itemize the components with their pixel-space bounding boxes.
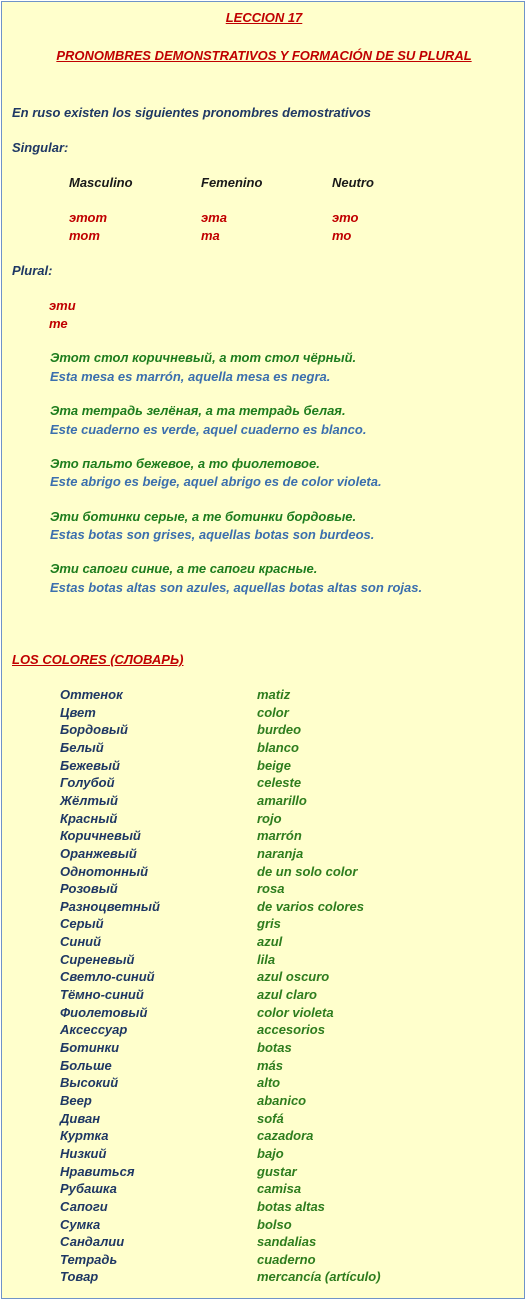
vocab-russian-word: Оранжевый <box>60 845 137 861</box>
pronoun-neut-near: это <box>332 210 359 225</box>
vocab-row <box>2 827 526 845</box>
vocab-row <box>2 1180 526 1198</box>
vocab-row <box>2 757 526 775</box>
vocab-row <box>2 951 526 969</box>
vocab-row <box>2 1251 526 1269</box>
vocab-russian-word: Жёлтый <box>60 792 118 808</box>
example-es: Estas botas son grises, aquellas botas son burdeos. <box>50 527 375 542</box>
example-es: Esta mesa es marrón, aquella mesa es negra. <box>50 369 331 384</box>
vocab-spanish-word: accesorios <box>257 1022 325 1038</box>
vocab-spanish-word: abanico <box>257 1092 307 1108</box>
vocab-row <box>2 933 526 951</box>
vocab-spanish-word: blanco <box>257 739 299 755</box>
pronoun-neut-far: то <box>332 228 352 243</box>
pronoun-masc-near: этот <box>69 210 108 225</box>
plural-near: эти <box>49 298 76 313</box>
vocab-spanish-word: celeste <box>257 775 302 791</box>
vocab-spanish-word: amarillo <box>257 792 307 808</box>
vocab-row <box>2 1163 526 1181</box>
vocab-spanish-word: sandalias <box>257 1234 317 1250</box>
vocab-row <box>2 774 526 792</box>
vocab-spanish-word: naranja <box>257 845 304 861</box>
vocab-spanish-word: botas <box>257 1040 292 1055</box>
vocab-spanish-word: de varios colores <box>257 898 364 914</box>
vocab-russian-word: Больше <box>60 1057 112 1073</box>
vocab-spanish-word: beige <box>257 757 291 773</box>
vocab-russian-word: Тёмно-синий <box>60 987 144 1003</box>
vocab-russian-word: Сапоги <box>60 1198 108 1214</box>
vocab-row <box>2 792 526 810</box>
vocab-row <box>2 880 526 898</box>
vocab-russian-word: Розовый <box>60 881 118 897</box>
example-ru: Эти сапоги синие, а те сапоги красные. <box>50 561 318 576</box>
vocab-spanish-word: rosa <box>257 881 285 897</box>
vocab-spanish-word: color violeta <box>257 1004 334 1020</box>
vocab-spanish-word: botas altas <box>257 1198 325 1214</box>
vocab-russian-word: Низкий <box>60 1145 107 1161</box>
vocab-row <box>2 915 526 933</box>
vocab-spanish-word: burdeo <box>257 722 302 738</box>
vocab-russian-word: Диван <box>60 1110 101 1126</box>
example-ru: Эти ботинки серые, а те ботинки бордовые. <box>50 509 357 524</box>
vocab-russian-word: Высокий <box>60 1075 119 1091</box>
vocab-row <box>2 986 526 1004</box>
vocab-russian-word: Оттенок <box>60 687 123 702</box>
pronoun-fem-near: эта <box>201 210 227 225</box>
vocab-row <box>2 704 526 722</box>
vocab-russian-word: Нравиться <box>60 1163 135 1179</box>
vocab-russian-word: Цвет <box>60 704 96 720</box>
vocab-spanish-word: lila <box>257 951 276 967</box>
singular-label: Singular: <box>12 140 69 155</box>
vocab-row <box>2 721 526 739</box>
vocab-russian-word: Синий <box>60 934 102 950</box>
lesson-panel <box>1 1 525 1299</box>
example-ru: Эта тетрадь зелёная, а та тетрадь белая. <box>50 403 346 418</box>
vocab-row <box>2 863 526 881</box>
vocab-row <box>2 1110 526 1128</box>
vocab-russian-word: Товар <box>60 1269 99 1285</box>
vocab-row <box>2 1074 526 1092</box>
vocab-russian-word: Рубашка <box>60 1181 117 1197</box>
vocab-spanish-word: color <box>257 704 289 720</box>
header-masculine: Masculino <box>69 175 133 190</box>
vocab-spanish-word: gustar <box>257 1163 297 1179</box>
vocab-spanish-word: rojo <box>257 810 282 826</box>
vocab-row <box>2 898 526 916</box>
example-ru: Этот стол коричневый, а тот стол чёрный. <box>50 350 357 365</box>
intro-text: En ruso existen los siguientes pronombres demostrativos <box>12 105 372 120</box>
vocab-russian-word: Бордовый <box>60 722 128 738</box>
vocab-row <box>2 1268 526 1286</box>
vocab-russian-word: Коричневый <box>60 828 141 844</box>
vocab-spanish-word: sofá <box>257 1110 284 1126</box>
vocab-row <box>2 1004 526 1022</box>
vocab-row <box>2 845 526 863</box>
vocab-row <box>2 1039 526 1057</box>
vocab-spanish-word: más <box>257 1057 284 1073</box>
vocab-spanish-word: camisa <box>257 1181 302 1197</box>
vocab-row <box>2 1021 526 1039</box>
vocab-row <box>2 686 526 704</box>
example-es: Este cuaderno es verde, aquel cuaderno es blanco. <box>50 422 367 437</box>
vocab-russian-word: Разноцветный <box>60 898 160 914</box>
vocab-russian-word: Веер <box>60 1092 92 1108</box>
vocab-title: LOS COLORES (СЛОВАРЬ) <box>12 652 184 667</box>
vocab-spanish-word: de un solo color <box>257 863 358 879</box>
vocab-row <box>2 1127 526 1145</box>
example-es: Este abrigo es beige, aquel abrigo es de color violeta. <box>50 474 382 489</box>
vocab-row <box>2 1216 526 1234</box>
vocab-russian-word: Голубой <box>60 775 115 791</box>
vocab-spanish-word: marrón <box>257 828 302 844</box>
lesson-title: LECCION 17 <box>225 10 303 25</box>
vocab-spanish-word: azul claro <box>257 987 317 1003</box>
vocab-spanish-word: alto <box>257 1075 281 1091</box>
vocab-row <box>2 1092 526 1110</box>
vocab-spanish-word: gris <box>257 916 281 932</box>
vocab-russian-word: Сумка <box>60 1216 101 1232</box>
vocab-russian-word: Сиреневый <box>60 951 135 967</box>
vocab-spanish-word: cazadora <box>257 1128 314 1144</box>
header-neuter: Neutro <box>332 175 374 190</box>
vocab-spanish-word: azul <box>257 934 283 950</box>
vocab-spanish-word: bajo <box>257 1145 284 1161</box>
example-ru: Это пальто бежевое, а то фиолетовое. <box>50 456 320 471</box>
pronoun-fem-far: та <box>201 228 220 243</box>
plural-far: те <box>49 316 68 331</box>
vocab-russian-word: Сандалии <box>60 1234 125 1250</box>
vocab-russian-word: Белый <box>60 739 104 755</box>
vocab-russian-word: Фиолетовый <box>60 1004 148 1020</box>
vocab-spanish-word: azul oscuro <box>257 969 330 985</box>
pronoun-masc-far: тот <box>69 228 100 243</box>
vocab-row <box>2 739 526 757</box>
vocab-row <box>2 1233 526 1251</box>
vocab-russian-word: Светло-синий <box>60 969 155 985</box>
vocab-russian-word: Однотонный <box>60 863 149 879</box>
vocab-spanish-word: mercancía (artículo) <box>257 1269 381 1285</box>
example-es: Estas botas altas son azules, aquellas botas altas son rojas. <box>50 580 423 595</box>
topic-title: PRONOMBRES DEMONSTRATIVOS Y FORMACIÓN DE SU PLURAL <box>56 48 472 63</box>
vocab-spanish-word: bolso <box>257 1216 292 1232</box>
vocab-row <box>2 1198 526 1216</box>
vocab-russian-word: Аксессуар <box>60 1022 128 1038</box>
vocab-russian-word: Ботинки <box>60 1040 120 1055</box>
header-feminine: Femenino <box>201 175 263 190</box>
vocab-russian-word: Бежевый <box>60 757 120 773</box>
vocab-row <box>2 810 526 828</box>
vocab-russian-word: Красный <box>60 810 118 826</box>
vocab-russian-word: Куртка <box>60 1128 109 1144</box>
vocab-row <box>2 1145 526 1163</box>
vocab-row <box>2 1057 526 1075</box>
vocab-russian-word: Серый <box>60 916 104 932</box>
vocab-spanish-word: matiz <box>257 687 291 702</box>
vocab-row <box>2 968 526 986</box>
vocab-spanish-word: cuaderno <box>257 1251 316 1267</box>
vocab-russian-word: Тетрадь <box>60 1251 118 1267</box>
plural-label: Plural: <box>12 263 53 278</box>
